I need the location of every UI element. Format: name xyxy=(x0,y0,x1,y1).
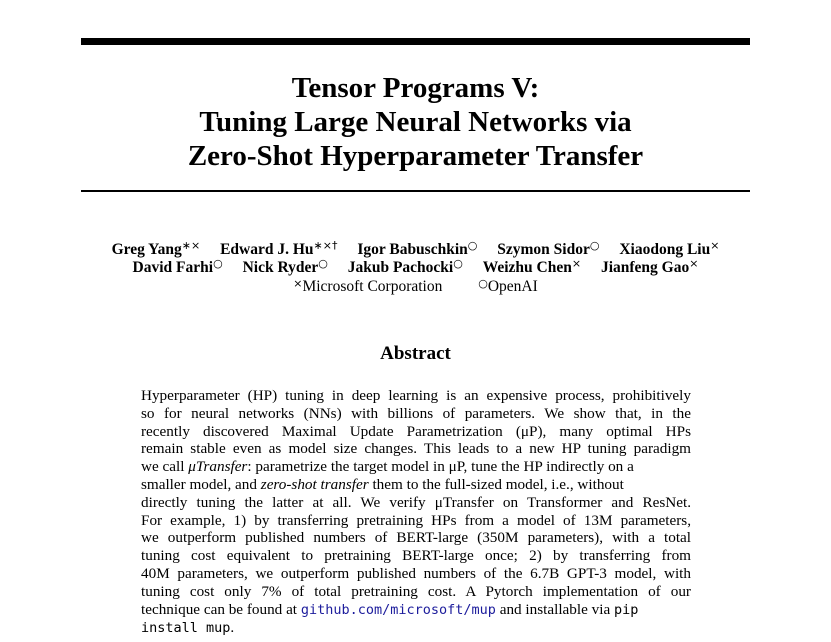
affiliation-mark: × xyxy=(710,239,720,252)
affiliation-mark: ○ xyxy=(213,257,223,270)
abstract-body xyxy=(141,387,691,638)
affiliations xyxy=(20,277,811,296)
affiliation-mark: ∗×† xyxy=(313,239,338,252)
affiliation-mark: ○ xyxy=(467,239,478,252)
abstract-line: recently discovered Maximal Update Parametrization (μP), many optimal HPs xyxy=(141,422,691,440)
author: Nick Ryder○ xyxy=(242,257,328,276)
affiliation-mark: ○ xyxy=(318,257,328,270)
abstract-line: directly tuning the latter at all. We verify μTransfer on Transformer and ResNet. xyxy=(141,493,691,511)
abstract-line: remain stable even as model size changes. This leads to a new HP tuning paradigm xyxy=(141,440,691,458)
author: Jianfeng Gao× xyxy=(600,257,699,276)
abstract-line: tuning cost equivalent to pretraining BERT-large once; 2) by transferring from xyxy=(141,547,691,565)
install-code: install mup xyxy=(141,620,231,637)
author-row-1 xyxy=(20,239,811,259)
affiliation-mark: ○ xyxy=(589,239,600,252)
author: Xiaodong Liu× xyxy=(619,239,720,258)
abstract-line: so for neural networks (NNs) with billions of parameters. We show that, in the xyxy=(141,404,691,422)
author: David Farhi○ xyxy=(132,257,223,276)
affiliation-mark: × xyxy=(571,257,582,270)
mup-repo-link[interactable]: github.com/microsoft/mup xyxy=(300,601,496,618)
abstract-line: technique can be found at github.com/microsoft/mup and installable via pip xyxy=(141,600,639,618)
title-bottom-rule xyxy=(81,190,750,192)
author: Igor Babuschkin○ xyxy=(357,239,478,258)
affiliation-microsoft: ×Microsoft Corporation xyxy=(293,277,443,295)
abstract-line: smaller model, and zero-shot transfer them to the full-sized model, i.e., without xyxy=(141,475,624,493)
author: Jakub Pachocki○ xyxy=(347,257,463,276)
abstract-line: install mup. xyxy=(141,619,235,637)
abstract-line: we call μTransfer: parametrize the target model in μP, tune the HP indirectly on a xyxy=(141,458,634,476)
author: Edward J. Hu∗×† xyxy=(220,239,338,258)
title-top-rule xyxy=(81,38,750,45)
author: Greg Yang∗× xyxy=(111,239,201,258)
author: Weizhu Chen× xyxy=(482,257,582,276)
affiliation-mark: ∗× xyxy=(181,239,201,252)
author-row-2 xyxy=(20,257,811,277)
title-line-1: Tensor Programs V: xyxy=(291,72,540,104)
author: Szymon Sidor○ xyxy=(497,239,600,258)
abstract-line: we outperform published numbers of BERT-large (350M parameters), with a total xyxy=(141,529,691,547)
affiliation-mark: ○ xyxy=(453,257,463,270)
title-line-2: Tuning Large Neural Networks via xyxy=(199,106,632,138)
title-line-3: Zero-Shot Hyperparameter Transfer xyxy=(187,140,644,172)
paper-title xyxy=(81,71,750,173)
mutransfer-term: μTransfer xyxy=(188,458,248,476)
abstract-line: For example, 1) by transferring pretraining HPs from a model of 13M parameters, xyxy=(141,511,691,529)
zero-shot-term: zero-shot transfer xyxy=(260,475,369,493)
abstract-line: 40M parameters, we outperform published numbers of the 6.7B GPT-3 model, with xyxy=(141,564,691,582)
abstract-line: tuning cost only 7% of total pretraining cost. A Pytorch implementation of our xyxy=(141,582,691,600)
pip-code: pip xyxy=(614,601,639,618)
affiliation-mark: × xyxy=(689,257,699,270)
abstract-line: Hyperparameter (HP) tuning in deep learning is an expensive process, prohibitively xyxy=(141,387,691,404)
affiliation-openai: ○OpenAI xyxy=(478,277,538,295)
abstract-heading: Abstract xyxy=(380,343,451,364)
